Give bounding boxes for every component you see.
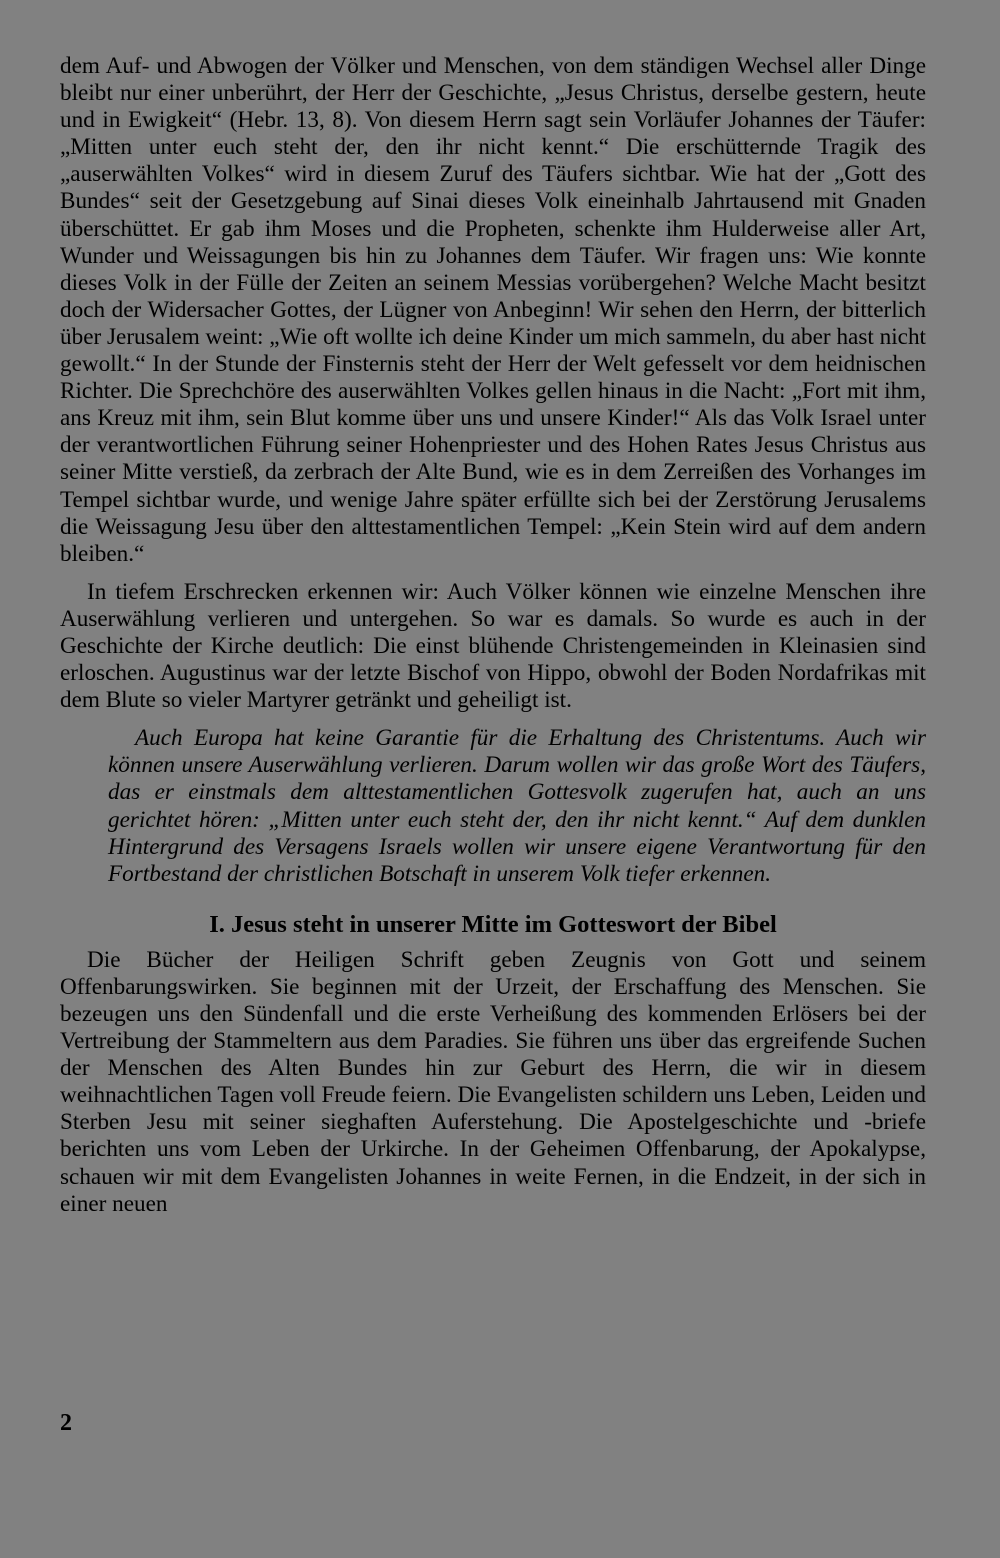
- paragraph-3-italic: Auch Europa hat keine Garantie für die Erhaltung des Christentums. Auch wir können unsere Auserwählung verlieren. Darum wollen wir das große Wort des Täufers, das er einstmals dem alttestamentlichen Gottesvolk zugerufen hat, auch an uns gerichtet hören: „Mitten unter euch steht der, den ihr nicht kennt.“ Auf dem dunklen Hintergrund des Versagens Israels wollen wir unsere eigene Verantwortung für den Fortbestand der christlichen Botschaft in unserem Volk tiefer erkennen.: [108, 725, 926, 887]
- section-heading: I. Jesus steht in unserer Mitte im Gotteswort der Bibel: [209, 910, 777, 938]
- page-body: [60, 53, 926, 1218]
- paragraph-4: Die Bücher der Heiligen Schrift geben Zeugnis von Gott und seinem Offenbarungswirken. Sie beginnen mit der Urzeit, der Erschaffung des Menschen. Sie bezeugen uns den Sündenfall und die erste Verheißung des kommenden Erlösers bei der Vertreibung der Stammeltern aus dem Paradies. Sie führen uns über das ergreifende Suchen der Menschen des Alten Bundes hin zur Geburt des Herrn, die wir in diesem weihnachtlichen Tagen voll Freude feiern. Die Evangelisten schildern uns Leben, Leiden und Sterben Jesu mit seiner sieghaften Auferstehung. Die Apostelgeschichte und -briefe berichten uns vom Leben der Urkirche. In der Geheimen Offenbarung, der Apokalypse, schauen wir mit dem Evangelisten Johannes in weite Fernen, in die Endzeit, in der sich in einer neuen: [60, 946, 926, 1217]
- page-number: 2: [60, 1410, 72, 1436]
- paragraph-1: dem Auf- und Abwogen der Völker und Menschen, von dem ständigen Wechsel aller Dinge bleibt nur einer unberührt, der Herr der Geschichte, „Jesus Christus, derselbe gestern, heute und in Ewigkeit“ (Hebr. 13, 8). Von diesem Herrn sagt sein Vorläufer Johannes der Täufer: „Mitten unter euch steht der, den ihr nicht kennt.“ Die erschütternde Tragik des „auserwählten Volkes“ wird in diesem Zuruf des Täufers sichtbar. Wie hat der „Gott des Bundes“ seit der Gesetzgebung auf Sinai dieses Volk eineinhalb Jahrtausend mit Gnaden überschüttet. Er gab ihm Moses und die Propheten, schenkte ihm Hulderweise aller Art, Wunder und Weissagungen bis hin zu Johannes dem Täufer. Wir fragen uns: Wie konnte dieses Volk in der Fülle der Zeiten an seinem Messias vorübergehen? Welche Macht besitzt doch der Widersacher Gottes, der Lügner von Anbeginn! Wir sehen den Herrn, der bitterlich über Jerusalem weint: „Wie oft wollte ich deine Kinder um mich sammeln, du aber hast nicht gewollt.“ In der Stunde der Finsternis steht der Herr der Welt gefesselt vor dem heidnischen Richter. Die Sprechchöre des auserwählten Volkes gellen hinaus in die Nacht: „Fort mit ihm, ans Kreuz mit ihm, sein Blut komme über uns und unsere Kinder!“ Als das Volk Israel unter der verantwortlichen Führung seiner Hohenpriester und des Hohen Rates Jesus Christus aus seiner Mitte verstieß, da zerbrach der Alte Bund, wie es in dem Zerreißen des Vorhanges im Tempel sichtbar wurde, und wenige Jahre später erfüllte sich bei der Zerstörung Jerusalems die Weissagung Jesu über den alttestamentlichen Tempel: „Kein Stein wird auf dem andern bleiben.“: [60, 53, 926, 567]
- paragraph-2: In tiefem Erschrecken erkennen wir: Auch Völker können wie einzelne Menschen ihre Auserwählung verlieren und untergehen. So war es damals. So wurde es auch in der Geschichte der Kirche deutlich: Die einst blühende Christengemeinden in Kleinasien sind erloschen. Augustinus war der letzte Bischof von Hippo, obwohl der Boden Nordafrikas mit dem Blute so vieler Martyrer getränkt und geheiligt ist.: [60, 578, 926, 714]
